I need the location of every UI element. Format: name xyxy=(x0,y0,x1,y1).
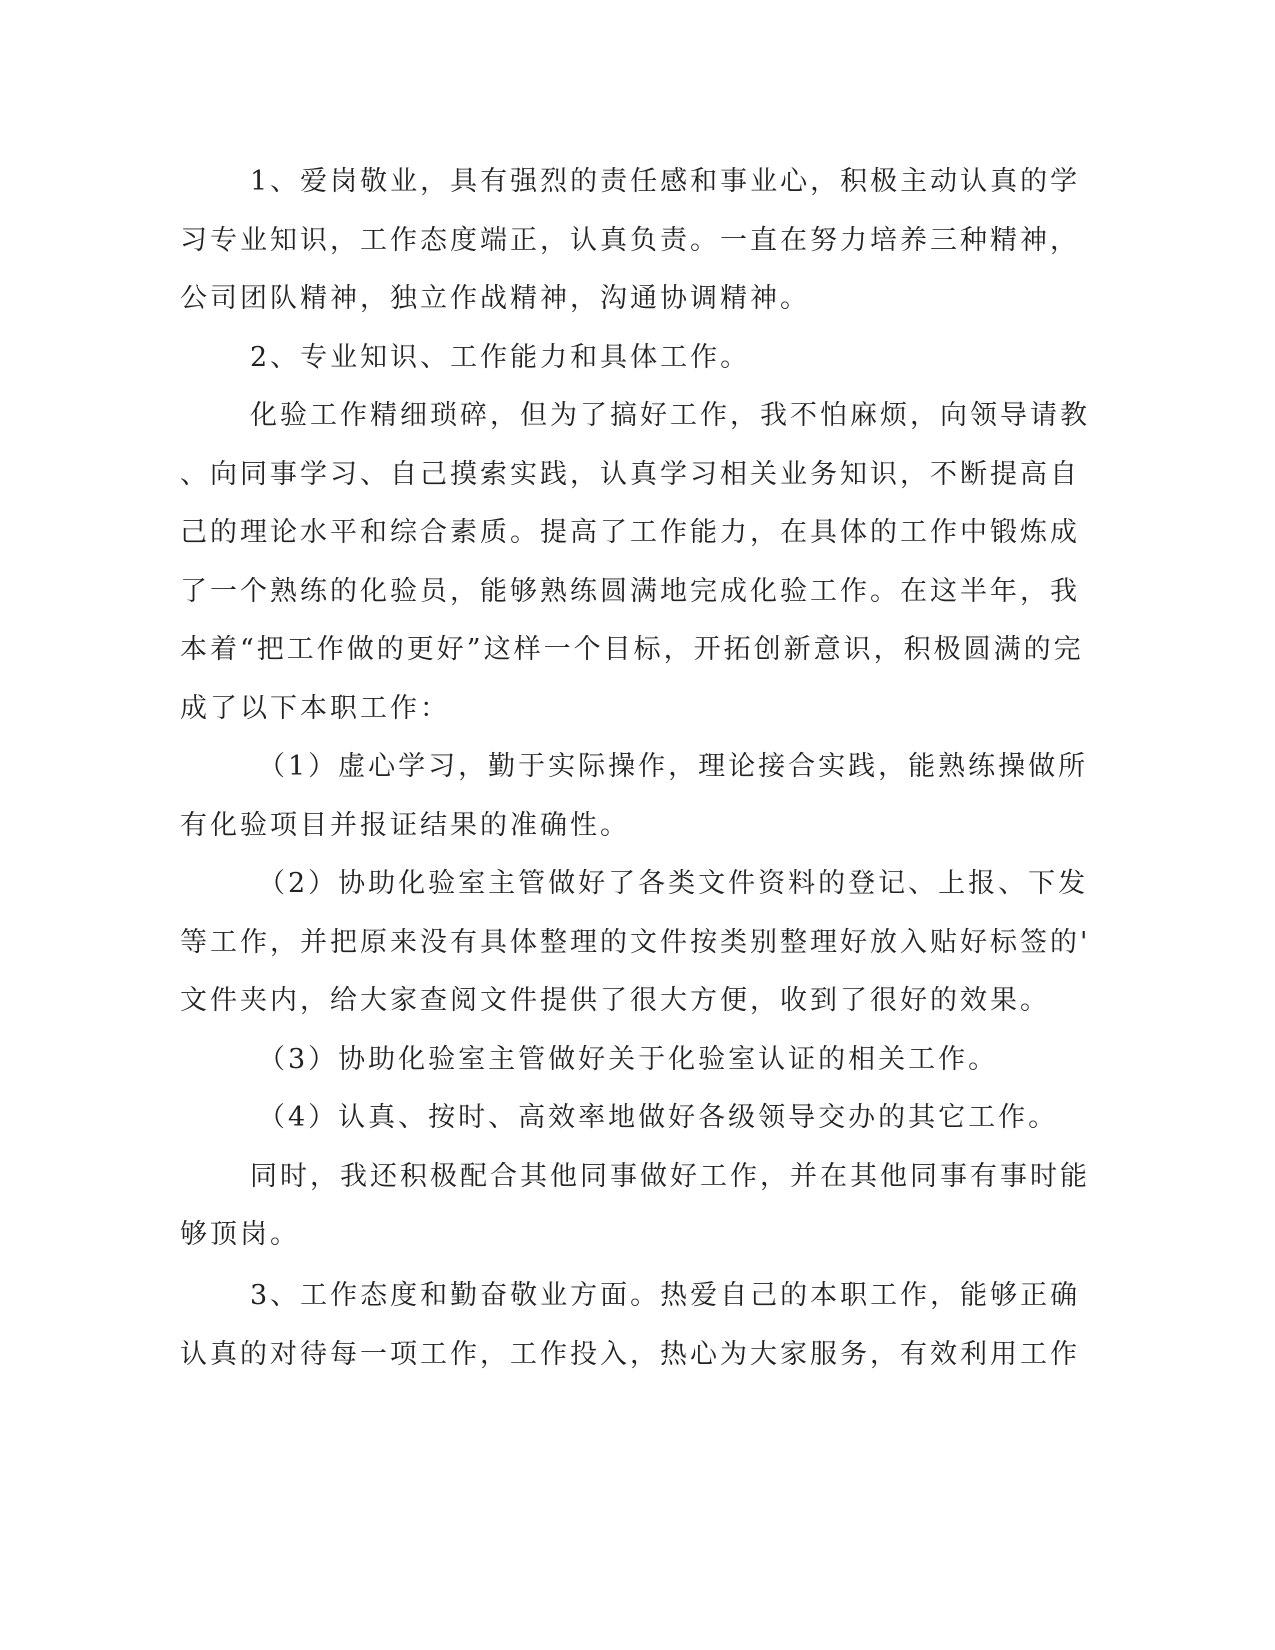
line-15: 文件夹内，给大家查阅文件提供了很大方便，收到了很好的效果。 xyxy=(180,985,1050,1016)
line-5: 化验工作精细琐碎，但为了搞好工作，我不怕麻烦，向领导请教 xyxy=(250,400,1090,431)
line-20: 3、工作态度和勤奋敬业方面。热爱自己的本职工作，能够正确 xyxy=(250,1280,1081,1311)
line-21: 认真的对待每一项工作，工作投入，热心为大家服务，有效利用工作 xyxy=(180,1339,1080,1370)
line-4: 2、专业知识、工作能力和具体工作。 xyxy=(250,342,751,373)
line-18: 同时，我还积极配合其他同事做好工作，并在其他同事有事时能 xyxy=(250,1161,1090,1192)
line-6: 、向同事学习、自己摸索实践，认真学习相关业务知识，不断提高自 xyxy=(180,459,1080,490)
line-13: （2）协助化验室主管做好了各类文件资料的登记、上报、下发 xyxy=(258,868,1089,899)
line-12: 有化验项目并报证结果的准确性。 xyxy=(180,810,630,841)
line-3: 公司团队精神，独立作战精神，沟通协调精神。 xyxy=(180,283,810,314)
line-11: （1）虚心学习，勤于实际操作，理论接合实践，能熟练操做所 xyxy=(258,751,1089,782)
line-14: 等工作，并把原来没有具体整理的文件按类别整理好放入贴好标签的' xyxy=(180,927,1091,958)
line-8: 了一个熟练的化验员，能够熟练圆满地完成化验工作。在这半年，我 xyxy=(180,576,1080,607)
line-17: （4）认真、按时、高效率地做好各级领导交办的其它工作。 xyxy=(258,1102,1059,1133)
line-19: 够顶岗。 xyxy=(180,1219,300,1250)
line-16: （3）协助化验室主管做好关于化验室认证的相关工作。 xyxy=(258,1044,999,1075)
line-10: 成了以下本职工作： xyxy=(180,693,450,724)
line-2: 习专业知识，工作态度端正，认真负责。一直在努力培养三种精神， xyxy=(180,225,1080,256)
line-1: 1、爱岗敬业，具有强烈的责任感和事业心，积极主动认真的学 xyxy=(250,166,1081,197)
line-9: 本着“把工作做的更好”这样一个目标，开拓创新意识，积极圆满的完 xyxy=(180,634,1084,665)
line-7: 己的理论水平和综合素质。提高了工作能力，在具体的工作中锻炼成 xyxy=(180,517,1080,548)
